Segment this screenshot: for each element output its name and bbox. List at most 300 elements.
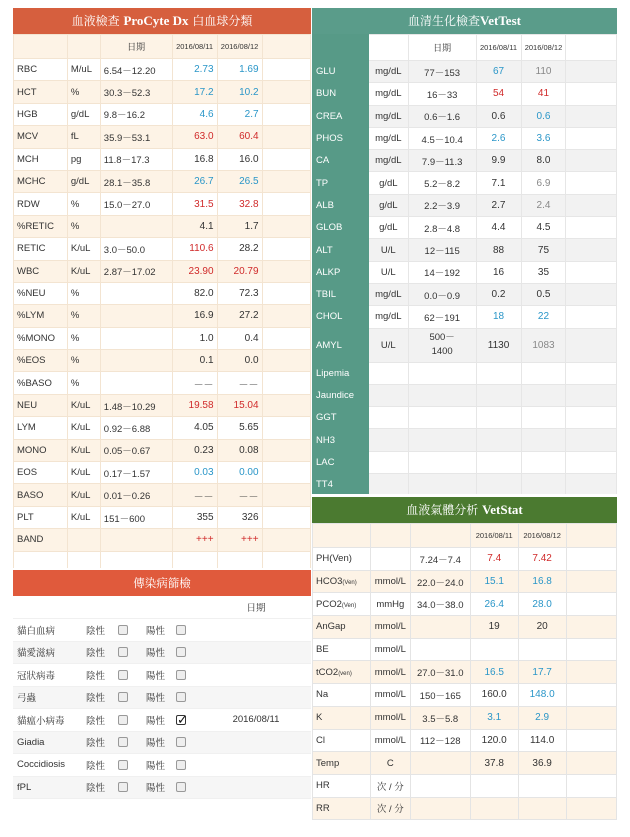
cbc-test-name: MCV	[14, 126, 68, 148]
chem-row	[313, 451, 617, 473]
negative-checkbox[interactable]	[118, 647, 128, 657]
vetstat-date1: 2016/08/11	[470, 524, 518, 548]
cbc-value-2: 2.7	[217, 103, 262, 125]
chem-unit: g/dL	[368, 194, 408, 216]
cbc-value-2: 72.3	[217, 282, 262, 304]
cbc-value-1: +++	[172, 529, 217, 551]
cbc-brand: ProCyte Dx	[123, 13, 189, 28]
negative-checkbox[interactable]	[118, 625, 128, 635]
cbc-test-name: EOS	[14, 462, 68, 484]
negative-label: 陰性	[83, 619, 115, 642]
chem-empty	[566, 283, 617, 305]
vetstat-reference: 3.5－5.8	[410, 706, 470, 729]
chem-reference	[408, 172, 476, 194]
cbc-value-2: 1.7	[217, 215, 262, 237]
chem-reference	[408, 429, 476, 451]
cbc-reference: 0.92－6.88	[100, 417, 172, 439]
vetstat-reference: 112－128	[410, 729, 470, 752]
chem-unit	[368, 362, 408, 384]
chem-table	[312, 34, 617, 494]
vetstat-header	[312, 497, 617, 523]
chem-test-name: AMYL	[313, 328, 369, 362]
cbc-table	[13, 34, 311, 568]
cbc-value-1: 4.05	[172, 417, 217, 439]
chem-date-row	[313, 35, 617, 61]
cbc-row	[14, 59, 311, 81]
negative-label: 陰性	[83, 641, 115, 664]
vetstat-value-2	[518, 797, 566, 820]
infection-row	[13, 664, 311, 687]
vetstat-unit: mmol/L	[370, 570, 410, 593]
infection-test-name: 貓白血病	[13, 619, 83, 642]
cbc-row	[14, 529, 311, 551]
cbc-test-name: PLT	[14, 506, 68, 528]
cbc-unit: %	[67, 215, 100, 237]
chem-reference-text: 500－	[429, 332, 455, 344]
infection-row	[13, 686, 311, 709]
cbc-reference: 0.17－1.57	[100, 462, 172, 484]
cbc-value-1: 110.6	[172, 238, 217, 260]
positive-checkbox[interactable]	[176, 670, 186, 680]
cbc-value-2: 20.79	[217, 260, 262, 282]
vetstat-date2: 2016/08/12	[518, 524, 566, 548]
negative-checkbox[interactable]	[118, 715, 128, 725]
cbc-test-name: HCT	[14, 81, 68, 103]
cbc-test-name: %LYM	[14, 305, 68, 327]
cbc-row	[14, 327, 311, 349]
chem-date2: 2016/08/12	[521, 35, 566, 61]
vetstat-test-label: HCO3	[316, 576, 343, 588]
negative-checkbox-cell	[115, 686, 143, 709]
vetstat-value-2: 17.7	[518, 661, 566, 684]
positive-checkbox-cell	[173, 641, 201, 664]
chem-value-1	[476, 362, 521, 384]
cbc-value-1: 2.73	[172, 59, 217, 81]
chem-empty	[566, 328, 617, 362]
chem-reference-text: 0.6－1.6	[424, 112, 461, 124]
chem-test-name: CHOL	[313, 306, 369, 328]
cbc-test-name: %EOS	[14, 350, 68, 372]
vetstat-reference	[410, 797, 470, 820]
vetstat-value-2: 20	[518, 616, 566, 639]
infection-test-name: 弓蟲	[13, 686, 83, 709]
chem-reference	[408, 407, 476, 429]
cbc-test-name: %BASO	[14, 372, 68, 394]
cbc-date2: 2016/08/12	[217, 35, 262, 59]
infection-date	[201, 619, 311, 642]
cbc-row	[14, 126, 311, 148]
cbc-test-name: LYM	[14, 417, 68, 439]
chem-reference-text: 62－191	[424, 312, 461, 324]
cbc-value-1: 1.0	[172, 327, 217, 349]
cbc-reference: 35.9－53.1	[100, 126, 172, 148]
vetstat-value-2: 7.42	[518, 548, 566, 571]
chem-empty	[566, 239, 617, 261]
cbc-empty	[262, 126, 310, 148]
cbc-test-name: %NEU	[14, 282, 68, 304]
cbc-test-name: RBC	[14, 59, 68, 81]
negative-label: 陰性	[83, 776, 115, 799]
chem-reference	[408, 384, 476, 406]
chem-empty	[566, 172, 617, 194]
cbc-unit: fL	[67, 126, 100, 148]
cbc-empty	[262, 305, 310, 327]
chem-unit	[368, 474, 408, 494]
chem-value-2: 41	[521, 83, 566, 105]
vetstat-test-name	[313, 570, 371, 593]
cbc-test-name: %MONO	[14, 327, 68, 349]
chem-reference	[408, 306, 476, 328]
chem-test-name: GGT	[313, 407, 369, 429]
vetstat-row	[313, 638, 617, 661]
positive-label: 陽性	[143, 754, 173, 777]
infection-date	[201, 754, 311, 777]
chem-value-2	[521, 451, 566, 473]
cbc-value-1	[172, 551, 217, 568]
chem-test-name: GLU	[313, 61, 369, 83]
chem-value-2	[521, 384, 566, 406]
chem-test-name: TBIL	[313, 283, 369, 305]
chem-row	[313, 127, 617, 149]
cbc-value-1: 0.23	[172, 439, 217, 461]
cbc-row	[14, 148, 311, 170]
cbc-empty	[262, 417, 310, 439]
chem-empty	[566, 429, 617, 451]
infection-row	[13, 619, 311, 642]
infection-row	[13, 709, 311, 732]
negative-label: 陰性	[83, 664, 115, 687]
cbc-unit: g/dL	[67, 170, 100, 192]
chem-value-1: 18	[476, 306, 521, 328]
cbc-unit: K/uL	[67, 506, 100, 528]
cbc-test-name: BAND	[14, 529, 68, 551]
chem-test-name: NH3	[313, 429, 369, 451]
chem-row	[313, 105, 617, 127]
negative-checkbox-cell	[115, 619, 143, 642]
cbc-title: 血液檢查	[71, 14, 124, 28]
cbc-reference	[100, 350, 172, 372]
infection-header: 傳染病篩檢	[13, 570, 311, 596]
chem-value-1: 88	[476, 239, 521, 261]
cbc-unit: M/uL	[67, 59, 100, 81]
cbc-unit	[67, 551, 100, 568]
negative-label: 陰性	[83, 731, 115, 754]
chem-reference	[408, 451, 476, 473]
cbc-date1: 2016/08/11	[172, 35, 217, 59]
cbc-empty	[262, 260, 310, 282]
vetstat-empty	[566, 797, 616, 820]
vetstat-row	[313, 684, 617, 707]
positive-label: 陽性	[143, 641, 173, 664]
chem-value-2: 3.6	[521, 127, 566, 149]
cbc-empty	[262, 394, 310, 416]
chem-row	[313, 429, 617, 451]
cbc-test-name: BASO	[14, 484, 68, 506]
cbc-reference	[100, 282, 172, 304]
chem-reference-text-2: 1400	[431, 346, 453, 358]
chem-reference	[408, 328, 476, 362]
cbc-value-1: 0.1	[172, 350, 217, 372]
chem-row	[313, 83, 617, 105]
negative-checkbox[interactable]	[118, 670, 128, 680]
vetstat-unit: mmol/L	[370, 729, 410, 752]
cbc-value-2: 60.4	[217, 126, 262, 148]
chem-row	[313, 474, 617, 494]
cbc-value-1: 16.8	[172, 148, 217, 170]
positive-checkbox[interactable]	[176, 760, 186, 770]
positive-checkbox[interactable]	[176, 647, 186, 657]
vetstat-value-2	[518, 638, 566, 661]
cbc-value-1: 17.2	[172, 81, 217, 103]
positive-checkbox[interactable]	[176, 692, 186, 702]
chem-reference-text: 0.0－0.9	[424, 290, 461, 302]
cbc-test-name: MCHC	[14, 170, 68, 192]
chem-test-name: CA	[313, 150, 369, 172]
cbc-date-row	[14, 35, 311, 59]
vetstat-row	[313, 661, 617, 684]
negative-checkbox-cell	[115, 754, 143, 777]
chem-unit: mg/dL	[368, 83, 408, 105]
chem-test-name: TT4	[313, 474, 369, 494]
cbc-test-name: MONO	[14, 439, 68, 461]
vetstat-reference: 22.0－24.0	[410, 570, 470, 593]
chem-empty	[566, 61, 617, 83]
vetstat-empty	[566, 548, 616, 571]
chem-value-1	[476, 451, 521, 473]
cbc-value-1: 0.03	[172, 462, 217, 484]
cbc-row	[14, 193, 311, 215]
chem-reference	[408, 239, 476, 261]
chem-panel	[312, 8, 617, 494]
cbc-reference: 15.0－27.0	[100, 193, 172, 215]
chem-value-1: 4.4	[476, 217, 521, 239]
negative-checkbox-cell	[115, 776, 143, 799]
cbc-test-name: WBC	[14, 260, 68, 282]
chem-value-1	[476, 384, 521, 406]
negative-checkbox[interactable]	[118, 737, 128, 747]
infection-row	[13, 641, 311, 664]
cbc-value-1: 19.58	[172, 394, 217, 416]
vetstat-row	[313, 752, 617, 775]
positive-checkbox-cell	[173, 776, 201, 799]
chem-date1: 2016/08/11	[476, 35, 521, 61]
chem-value-2: 0.6	[521, 105, 566, 127]
cbc-reference: 0.05－0.67	[100, 439, 172, 461]
vetstat-value-1: 7.4	[470, 548, 518, 571]
cbc-value-2: 1.69	[217, 59, 262, 81]
positive-checkbox[interactable]	[176, 625, 186, 635]
chem-test-name: ALKP	[313, 261, 369, 283]
chem-empty	[566, 83, 617, 105]
vetstat-row	[313, 548, 617, 571]
cbc-empty	[262, 103, 310, 125]
chem-value-2: 4.5	[521, 217, 566, 239]
cbc-value-2: 28.2	[217, 238, 262, 260]
cbc-row	[14, 394, 311, 416]
cbc-unit	[67, 529, 100, 551]
vetstat-test-label: Cl	[316, 734, 325, 746]
chem-empty	[566, 451, 617, 473]
vetstat-unit: 次 / 分	[370, 774, 410, 797]
infection-date	[201, 641, 311, 664]
infection-row	[13, 754, 311, 777]
chem-value-1: 54	[476, 83, 521, 105]
positive-checkbox[interactable]	[176, 737, 186, 747]
cbc-empty	[262, 350, 310, 372]
chem-value-1: 7.1	[476, 172, 521, 194]
infection-table	[13, 596, 311, 799]
cbc-value-1: 26.7	[172, 170, 217, 192]
vetstat-value-2: 28.0	[518, 593, 566, 616]
vetstat-test-label: HR	[316, 780, 330, 792]
chem-value-2: 75	[521, 239, 566, 261]
cbc-unit: K/uL	[67, 260, 100, 282]
cbc-reference: 28.1－35.8	[100, 170, 172, 192]
chem-reference-text: 14－192	[424, 268, 461, 280]
vetstat-empty	[566, 570, 616, 593]
chem-unit: mg/dL	[368, 283, 408, 305]
cbc-unit: pg	[67, 148, 100, 170]
chem-empty	[566, 127, 617, 149]
vetstat-empty	[566, 684, 616, 707]
cbc-unit: %	[67, 372, 100, 394]
cbc-empty	[262, 439, 310, 461]
chem-test-name: TP	[313, 172, 369, 194]
infection-test-name: Giadia	[13, 731, 83, 754]
chem-reference	[408, 105, 476, 127]
cbc-empty	[262, 59, 310, 81]
positive-label: 陽性	[143, 776, 173, 799]
positive-checkbox[interactable]	[176, 782, 186, 792]
chem-value-2: 6.9	[521, 172, 566, 194]
chem-value-2: 0.5	[521, 283, 566, 305]
vetstat-reference: 27.0－31.0	[410, 661, 470, 684]
chem-row	[313, 239, 617, 261]
vetstat-test-name	[313, 661, 371, 684]
chem-test-name: ALT	[313, 239, 369, 261]
cbc-empty	[262, 484, 310, 506]
vetstat-unit: mmol/L	[370, 616, 410, 639]
negative-checkbox[interactable]	[118, 760, 128, 770]
infection-date	[201, 776, 311, 799]
cbc-unit: K/uL	[67, 417, 100, 439]
cbc-value-2: 16.0	[217, 148, 262, 170]
chem-brand: VetTest	[480, 13, 521, 28]
chem-value-2: 8.0	[521, 150, 566, 172]
chem-value-2	[521, 429, 566, 451]
cbc-reference: 6.54－12.20	[100, 59, 172, 81]
chem-row	[313, 194, 617, 216]
vetstat-test-label: PCO2	[316, 598, 342, 610]
vetstat-test-label: RR	[316, 802, 330, 814]
vetstat-unit: mmol/L	[370, 661, 410, 684]
cbc-row	[14, 484, 311, 506]
chem-value-2: 1083	[521, 328, 566, 362]
chem-value-1: 9.9	[476, 150, 521, 172]
cbc-reference	[100, 215, 172, 237]
cbc-row	[14, 282, 311, 304]
negative-checkbox-cell	[115, 641, 143, 664]
cbc-empty	[262, 506, 310, 528]
vetstat-unit: mmol/L	[370, 684, 410, 707]
chem-empty	[566, 306, 617, 328]
chem-value-2	[521, 474, 566, 494]
vetstat-test-name	[313, 593, 371, 616]
cbc-test-name: HGB	[14, 103, 68, 125]
cbc-unit: %	[67, 327, 100, 349]
infection-test-name: 冠狀病毒	[13, 664, 83, 687]
chem-test-name: ALB	[313, 194, 369, 216]
chem-unit	[368, 407, 408, 429]
positive-checkbox[interactable]	[176, 715, 186, 725]
cbc-reference	[100, 327, 172, 349]
chem-value-1: 2.7	[476, 194, 521, 216]
cbc-row	[14, 350, 311, 372]
chem-reference	[408, 61, 476, 83]
cbc-empty	[262, 327, 310, 349]
vetstat-reference: 7.24－7.4	[410, 548, 470, 571]
infection-date-row	[13, 596, 311, 619]
vetstat-test-name	[313, 616, 371, 639]
positive-checkbox-cell	[173, 731, 201, 754]
cbc-reference: 1.48－10.29	[100, 394, 172, 416]
chem-row	[313, 61, 617, 83]
vetstat-test-name	[313, 774, 371, 797]
cbc-reference: 9.8－16.2	[100, 103, 172, 125]
vetstat-value-2	[518, 774, 566, 797]
cbc-reference: 3.0－50.0	[100, 238, 172, 260]
vetstat-reference: 34.0－38.0	[410, 593, 470, 616]
vetstat-test-name	[313, 729, 371, 752]
chem-reference-text: 12－115	[424, 246, 460, 258]
chem-reference	[408, 261, 476, 283]
chem-unit: mg/dL	[368, 127, 408, 149]
positive-checkbox-cell	[173, 619, 201, 642]
vetstat-row	[313, 570, 617, 593]
vetstat-test-name	[313, 706, 371, 729]
vetstat-unit: 次 / 分	[370, 797, 410, 820]
chem-value-2: 2.4	[521, 194, 566, 216]
vetstat-empty	[566, 729, 616, 752]
chem-test-name: GLOB	[313, 217, 369, 239]
negative-checkbox[interactable]	[118, 782, 128, 792]
chem-row	[313, 306, 617, 328]
chem-reference	[408, 362, 476, 384]
cbc-value-1: 63.0	[172, 126, 217, 148]
chem-row	[313, 261, 617, 283]
chem-value-2: 35	[521, 261, 566, 283]
cbc-test-name: RDW	[14, 193, 68, 215]
positive-checkbox-cell	[173, 664, 201, 687]
negative-checkbox[interactable]	[118, 692, 128, 702]
negative-label: 陰性	[83, 686, 115, 709]
vetstat-empty	[566, 661, 616, 684]
vetstat-brand: VetStat	[482, 502, 523, 517]
cbc-row	[14, 439, 311, 461]
chem-value-2	[521, 407, 566, 429]
vetstat-test-name	[313, 797, 371, 820]
cbc-empty	[262, 215, 310, 237]
chem-test-name: Lipemia	[313, 362, 369, 384]
cbc-row	[14, 103, 311, 125]
chem-empty	[566, 362, 617, 384]
cbc-unit: K/uL	[67, 238, 100, 260]
cbc-empty	[262, 462, 310, 484]
cbc-row	[14, 372, 311, 394]
vetstat-row	[313, 593, 617, 616]
vetstat-value-2: 36.9	[518, 752, 566, 775]
vetstat-value-1: 26.4	[470, 593, 518, 616]
